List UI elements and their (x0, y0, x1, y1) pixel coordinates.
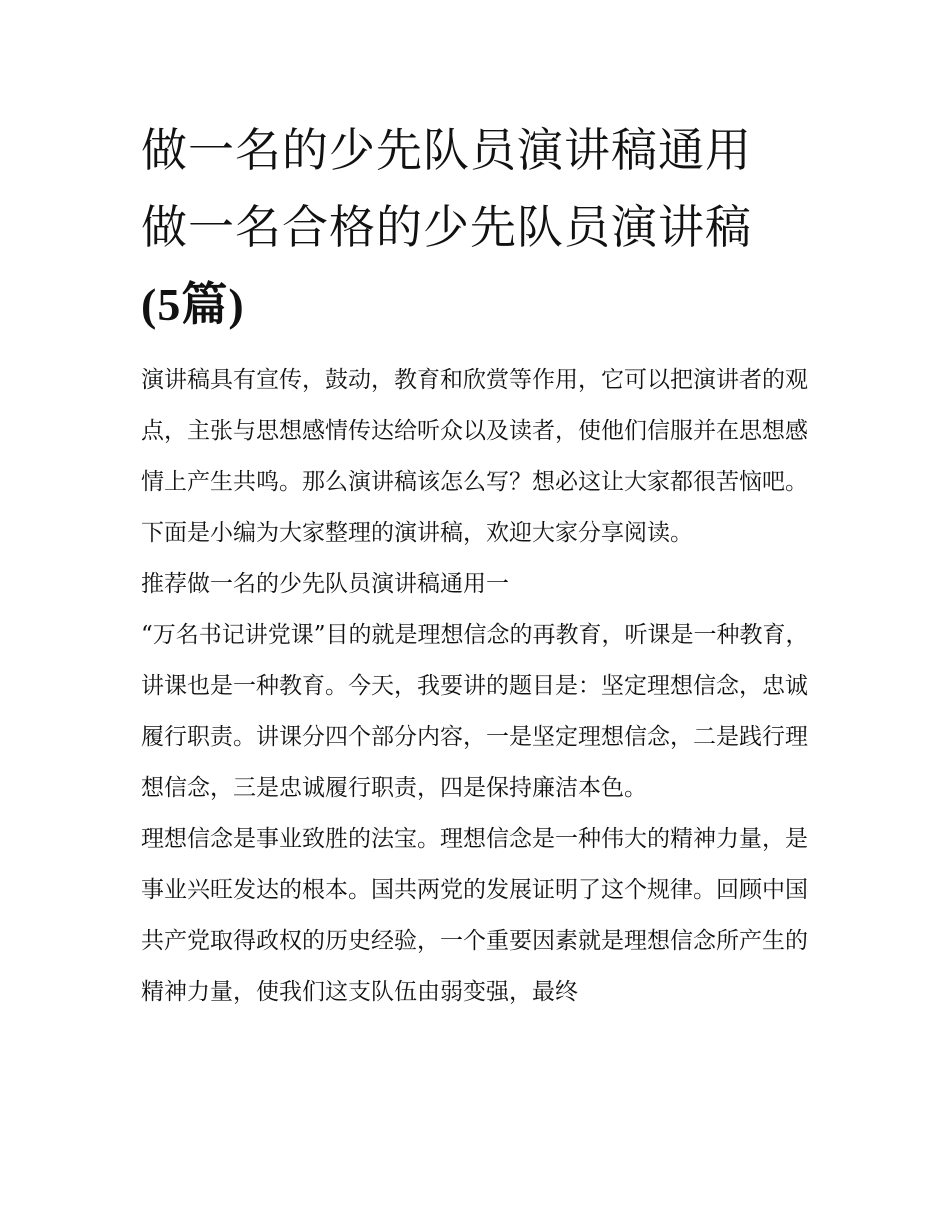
document-title (141, 112, 821, 343)
title-line-1: 做一名的少先队员演讲稿通用 (141, 123, 752, 177)
document-page (141, 112, 821, 1018)
body-paragraph: “万名书记讲党课”目的就是理想信念的再教育，听课是一种教育，讲课也是一种教育。今天，我要讲的题目是：坚定理想信念，忠诚履行职责。讲课分四个部分内容，一是坚定理想信念，二是践行理想信念，三是忠诚履行职责，四是保持廉洁本色。 (141, 622, 809, 801)
body-paragraph: 理想信念是事业致胜的法宝。理想信念是一种伟大的精神力量，是事业兴旺发达的根本。国共两党的发展证明了这个规律。回顾中国共产党取得政权的历史经验，一个重要因素就是理想信念所产生的精神力量，使我们这支队伍由弱变强，最终 (141, 826, 808, 1005)
title-line-2: 做一名合格的少先队员演讲稿 (141, 200, 752, 254)
title-count: (5篇) (141, 279, 245, 330)
intro-paragraph: 演讲稿具有宣传，鼓动，教育和欣赏等作用，它可以把演讲者的观点，主张与思想感情传达给听众以及读者，使他们信服并在思想感情上产生共鸣。那么演讲稿该怎么写？想必这让大家都很苦恼吧。下面是小编为大家整理的演讲稿，欢迎大家分享阅读。 (141, 367, 808, 546)
section-heading: 推荐做一名的少先队员演讲稿通用一 (141, 571, 509, 597)
